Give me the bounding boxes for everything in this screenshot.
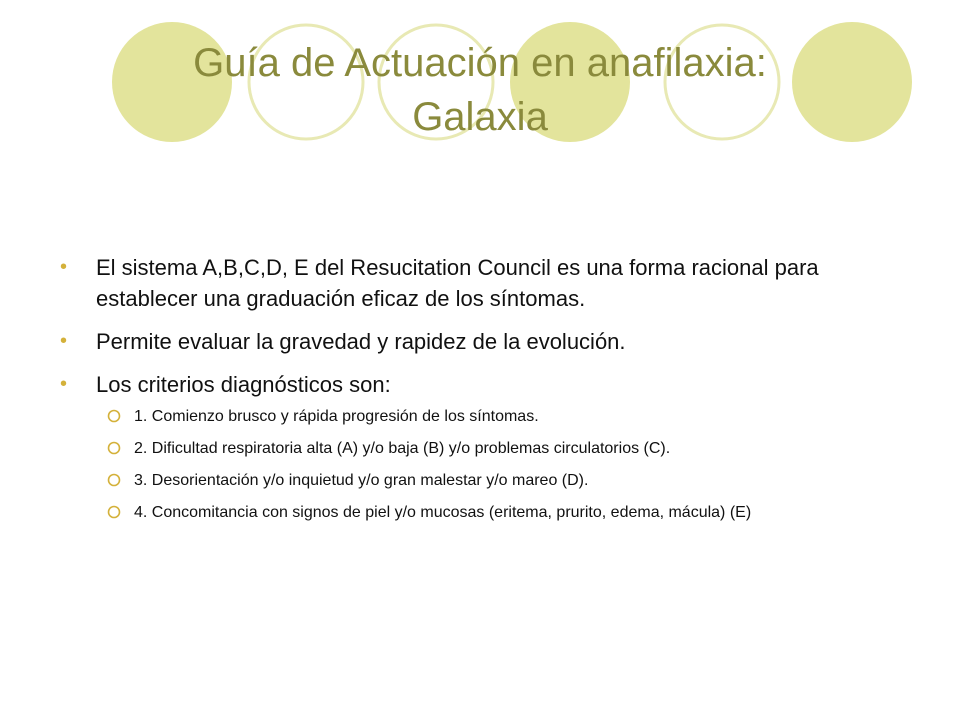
sub-bullet-item — [60, 406, 880, 427]
slide-title — [60, 36, 900, 144]
bullet-item — [60, 252, 880, 314]
ring-bullet-icon — [107, 505, 121, 519]
sub-bullet-item — [60, 470, 880, 491]
bullet-text: Los criterios diagnósticos son: — [96, 372, 391, 397]
sub-bullet-item — [60, 438, 880, 459]
bullet-dot-icon: • — [60, 330, 68, 352]
bullet-dot-icon: • — [60, 256, 68, 278]
bullet-text: Permite evaluar la gravedad y rapidez de la evolución. — [96, 329, 626, 354]
slide-title-line2: Galaxia — [412, 95, 548, 139]
sub-bullet-text: 4. Concomitancia con signos de piel y/o mucosas (eritema, prurito, edema, mácula) (E) — [134, 504, 752, 521]
bullet-dot-icon: • — [60, 373, 68, 395]
bullet-item — [60, 326, 880, 357]
slide-body — [60, 252, 880, 534]
sub-bullet-text: 2. Dificultad respiratoria alta (A) y/o baja (B) y/o problemas circulatorios (C). — [134, 440, 671, 457]
bullet-text: El sistema A,B,C,D, E del Resucitation Council es una forma racional para establecer una graduación eficaz de los síntomas. — [96, 255, 819, 311]
sub-bullet-text: 3. Desorientación y/o inquietud y/o gran malestar y/o mareo (D). — [134, 472, 589, 489]
bullet-item — [60, 369, 880, 400]
ring-bullet-icon — [107, 473, 121, 487]
sub-bullet-text: 1. Comienzo brusco y rápida progresión de los síntomas. — [134, 408, 539, 425]
slide-title-line1: Guía de Actuación en anafilaxia: — [193, 41, 767, 85]
sub-bullet-item — [60, 502, 880, 523]
ring-bullet-icon — [107, 441, 121, 455]
sub-bullet-list — [60, 406, 880, 523]
ring-bullet-icon — [107, 409, 121, 423]
